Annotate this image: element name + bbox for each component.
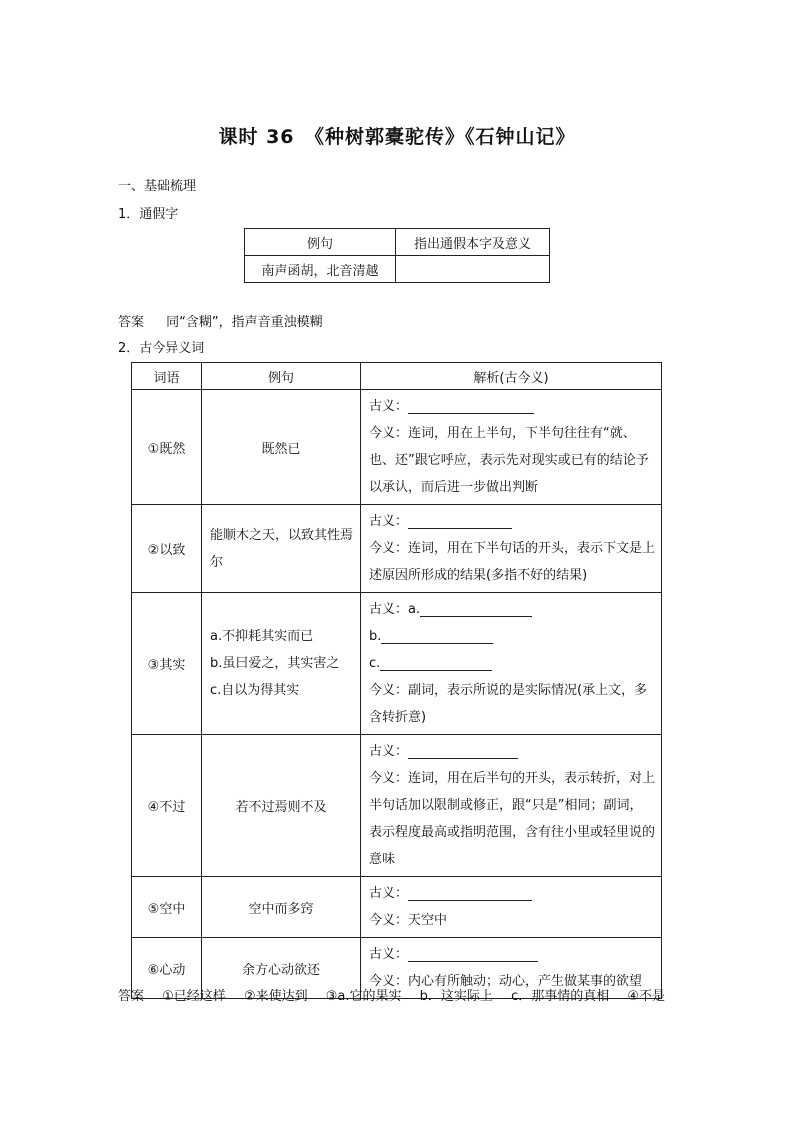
jin-text: 今义：天空中 bbox=[369, 913, 448, 928]
gu-label: c. bbox=[369, 656, 381, 671]
gu-label: b. bbox=[369, 629, 382, 644]
tongjia-table bbox=[244, 228, 550, 283]
example-cell: 南声函胡，北音清越 bbox=[245, 256, 396, 283]
gu-label: 古义： bbox=[369, 514, 409, 529]
table-row bbox=[132, 390, 662, 505]
word-cell: ⑥心动 bbox=[132, 938, 202, 999]
word-cell: ②以致 bbox=[132, 505, 202, 593]
answer-label: 答案 bbox=[118, 989, 145, 1004]
example-cell: 能顺木之天，以致其性焉尔 bbox=[202, 505, 361, 593]
page-title: 课时 36 《种树郭橐驼传》《石钟山记》 bbox=[218, 126, 576, 148]
fill-blank bbox=[408, 744, 518, 759]
gu-label: 古义： bbox=[369, 886, 409, 901]
word-cell: ⑤空中 bbox=[132, 877, 202, 938]
analysis-cell bbox=[361, 593, 662, 735]
jin-text: 今义：副词，表示所说的是实际情况(承上文，多含转折意) bbox=[369, 683, 648, 725]
answer-item: ③a.它的果实 bbox=[325, 989, 402, 1004]
fill-blank bbox=[408, 514, 512, 529]
answer-cell bbox=[396, 256, 550, 283]
fill-blank bbox=[381, 629, 493, 644]
jin-text: 今义：内心有所触动；动心，产生做某事的欲望 bbox=[369, 974, 643, 989]
analysis-cell bbox=[361, 877, 662, 938]
jin-text: 今义：连词，用在上半句，下半句往往有“就、也、还”跟它呼应，表示先对现实或已有的结论予以承认，而后进一步做出判断 bbox=[369, 426, 649, 495]
gujin-table bbox=[131, 362, 662, 999]
gu-label: 古义：a. bbox=[369, 602, 421, 617]
answer-text: 同“含糊”，指声音重浊模糊 bbox=[166, 315, 323, 330]
header-cell: 指出通假本字及意义 bbox=[396, 229, 550, 256]
header-cell: 解析(古今义) bbox=[361, 363, 662, 390]
analysis-cell bbox=[361, 505, 662, 593]
word-cell: ④不过 bbox=[132, 735, 202, 877]
answer-item: ④不是 bbox=[627, 989, 666, 1004]
example-cell bbox=[202, 593, 361, 735]
header-cell: 例句 bbox=[202, 363, 361, 390]
example-line: b.虽曰爱之，其实害之 bbox=[210, 656, 340, 671]
header-cell: 例句 bbox=[245, 229, 396, 256]
gu-label: 古义： bbox=[369, 947, 409, 962]
example-cell: 既然已 bbox=[202, 390, 361, 505]
table-row bbox=[132, 735, 662, 877]
example-line: a.不抑耗其实而已 bbox=[210, 629, 314, 644]
word-cell: ③其实 bbox=[132, 593, 202, 735]
answer-item: ①已经这样 bbox=[162, 989, 226, 1004]
gu-label: 古义： bbox=[369, 399, 409, 414]
answer-line bbox=[118, 985, 679, 1004]
table-row bbox=[132, 505, 662, 593]
example-line: c.自以为得其实 bbox=[210, 683, 300, 698]
section-heading: 一、基础梳理 bbox=[118, 179, 197, 194]
example-cell: 空中而多窍 bbox=[202, 877, 361, 938]
fill-blank bbox=[408, 886, 532, 901]
answer-label: 答案 bbox=[118, 315, 145, 330]
example-cell: 若不过焉则不及 bbox=[202, 735, 361, 877]
header-cell: 词语 bbox=[132, 363, 202, 390]
jin-text: 今义：连词，用在后半句的开头，表示转折，对上半句话加以限制或修正，跟“只是”相同；副词，表示程度最高或指明范围，含有往小里或轻里说的意味 bbox=[369, 771, 656, 867]
table-row bbox=[245, 256, 550, 283]
fill-blank bbox=[380, 656, 492, 671]
answer-line bbox=[118, 311, 323, 330]
example-cell: 余方心动欲还 bbox=[202, 938, 361, 999]
table-header-row bbox=[132, 363, 662, 390]
answer-item: c．那事情的真相 bbox=[511, 989, 610, 1004]
answer-item: ②来使达到 bbox=[243, 989, 308, 1004]
jin-text: 今义：连词，用在下半句话的开头，表示下文是上述原因所形成的结果(多指不好的结果) bbox=[369, 541, 656, 583]
answer-item: b．这实际上 bbox=[419, 989, 493, 1004]
subsection-heading: 2．古今异义词 bbox=[118, 341, 205, 356]
fill-blank bbox=[408, 399, 534, 414]
table-row bbox=[132, 593, 662, 735]
word-cell: ①既然 bbox=[132, 390, 202, 505]
analysis-cell bbox=[361, 390, 662, 505]
table-row bbox=[132, 877, 662, 938]
gu-label: 古义： bbox=[369, 744, 409, 759]
fill-blank bbox=[408, 947, 538, 962]
analysis-cell bbox=[361, 735, 662, 877]
fill-blank bbox=[420, 602, 532, 617]
table-header-row bbox=[245, 229, 550, 256]
subsection-heading: 1．通假字 bbox=[118, 207, 179, 222]
